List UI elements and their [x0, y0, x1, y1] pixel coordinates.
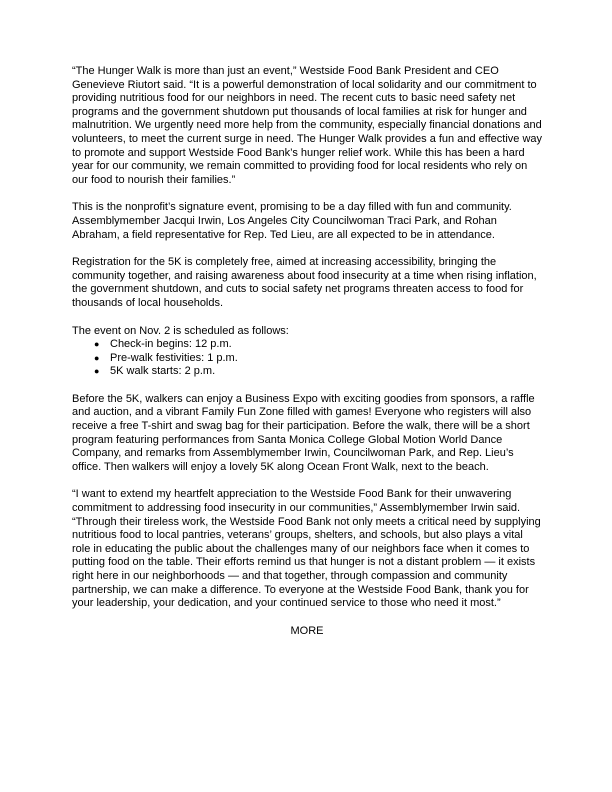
schedule-list [72, 338, 542, 379]
more-marker: MORE [290, 624, 324, 637]
schedule-item: ● Check-in begins: 12 p.m. [94, 338, 232, 351]
signature-event-paragraph: This is the nonprofit’s signature event, promising to be a day filled with fun and community. Assemblymember Jacqui Irwin, Los Angeles City Councilwoman Traci Park, and Rohan Abraham, a field representative for Rep. Ted Lieu, are all expected to be in attendance. [72, 201, 512, 241]
before-5k-paragraph: Before the 5K, walkers can enjoy a Business Expo with exciting goodies from sponsors, a raffle and auction, and a vibrant Family Fun Zone filled with games! Everyone who registers will also receive a free T-shirt and swag bag for their participation. Before the walk, there will be a short program featuring performances from Santa Monica College Global Motion World Dance Company, and remarks from Assemblymember Irwin, Councilwoman Park, and Rep. Lieu’s office. Then walkers will enjoy a lovely 5K along Ocean Front Walk, next to the beach. [72, 392, 535, 473]
schedule-intro: The event on Nov. 2 is scheduled as follows: [72, 324, 289, 337]
schedule-item: ● Pre-walk festivities: 1 p.m. [94, 351, 238, 364]
quote-paragraph-riutort: “The Hunger Walk is more than just an event,” Westside Food Bank President and CEO Genevieve Riutort said. “It is a powerful demonstration of local solidarity and our commitment to providing nutritious food for our neighbors in need. The recent cuts to basic need safety net programs and the government shutdown put thousands of local families at risk for hunger and malnutrition. We urgently need more help from the community, especially financial donations and volunteers, to meet the current surge in need. The Hunger Walk provides a fun and effective way to promote and support Westside Food Bank’s hunger relief work. While this has been a hard year for our community, we remain committed to providing food for local residents who rely on our food to nourish their families.” [72, 65, 543, 186]
schedule-item: ● 5K walk starts: 2 p.m. [94, 365, 216, 378]
quote-paragraph-irwin: “I want to extend my heartfelt appreciation to the Westside Food Bank for their unwavering commitment to addressing food insecurity in our communities,” Assemblymember Irwin said. “Through their tireless work, the Westside Food Bank not only meets a critical need by supplying nutritious food to local pantries, veterans’ groups, shelters, and schools, but also plays a vital role in educating the public about the challenges many of our neighbors face when it comes to putting food on the table. Their efforts remind us that hunger is not a distant problem — it exists right here in our neighborhoods — and that together, through compassion and community partnership, we can make a difference. To everyone at the Westside Food Bank, thank you for your leadership, your dedication, and your continued service to those who need it most.” [72, 488, 541, 610]
bullet-icon: ● [94, 339, 100, 350]
registration-paragraph: Registration for the 5K is completely free, aimed at increasing accessibility, bringing the community together, and raising awareness about food insecurity at a time when rising inflation, the government shutdown, and cuts to social safety net programs threaten access to food for thousands of local households. [72, 256, 537, 309]
bullet-icon: ● [94, 366, 100, 377]
bullet-icon: ● [94, 352, 100, 363]
